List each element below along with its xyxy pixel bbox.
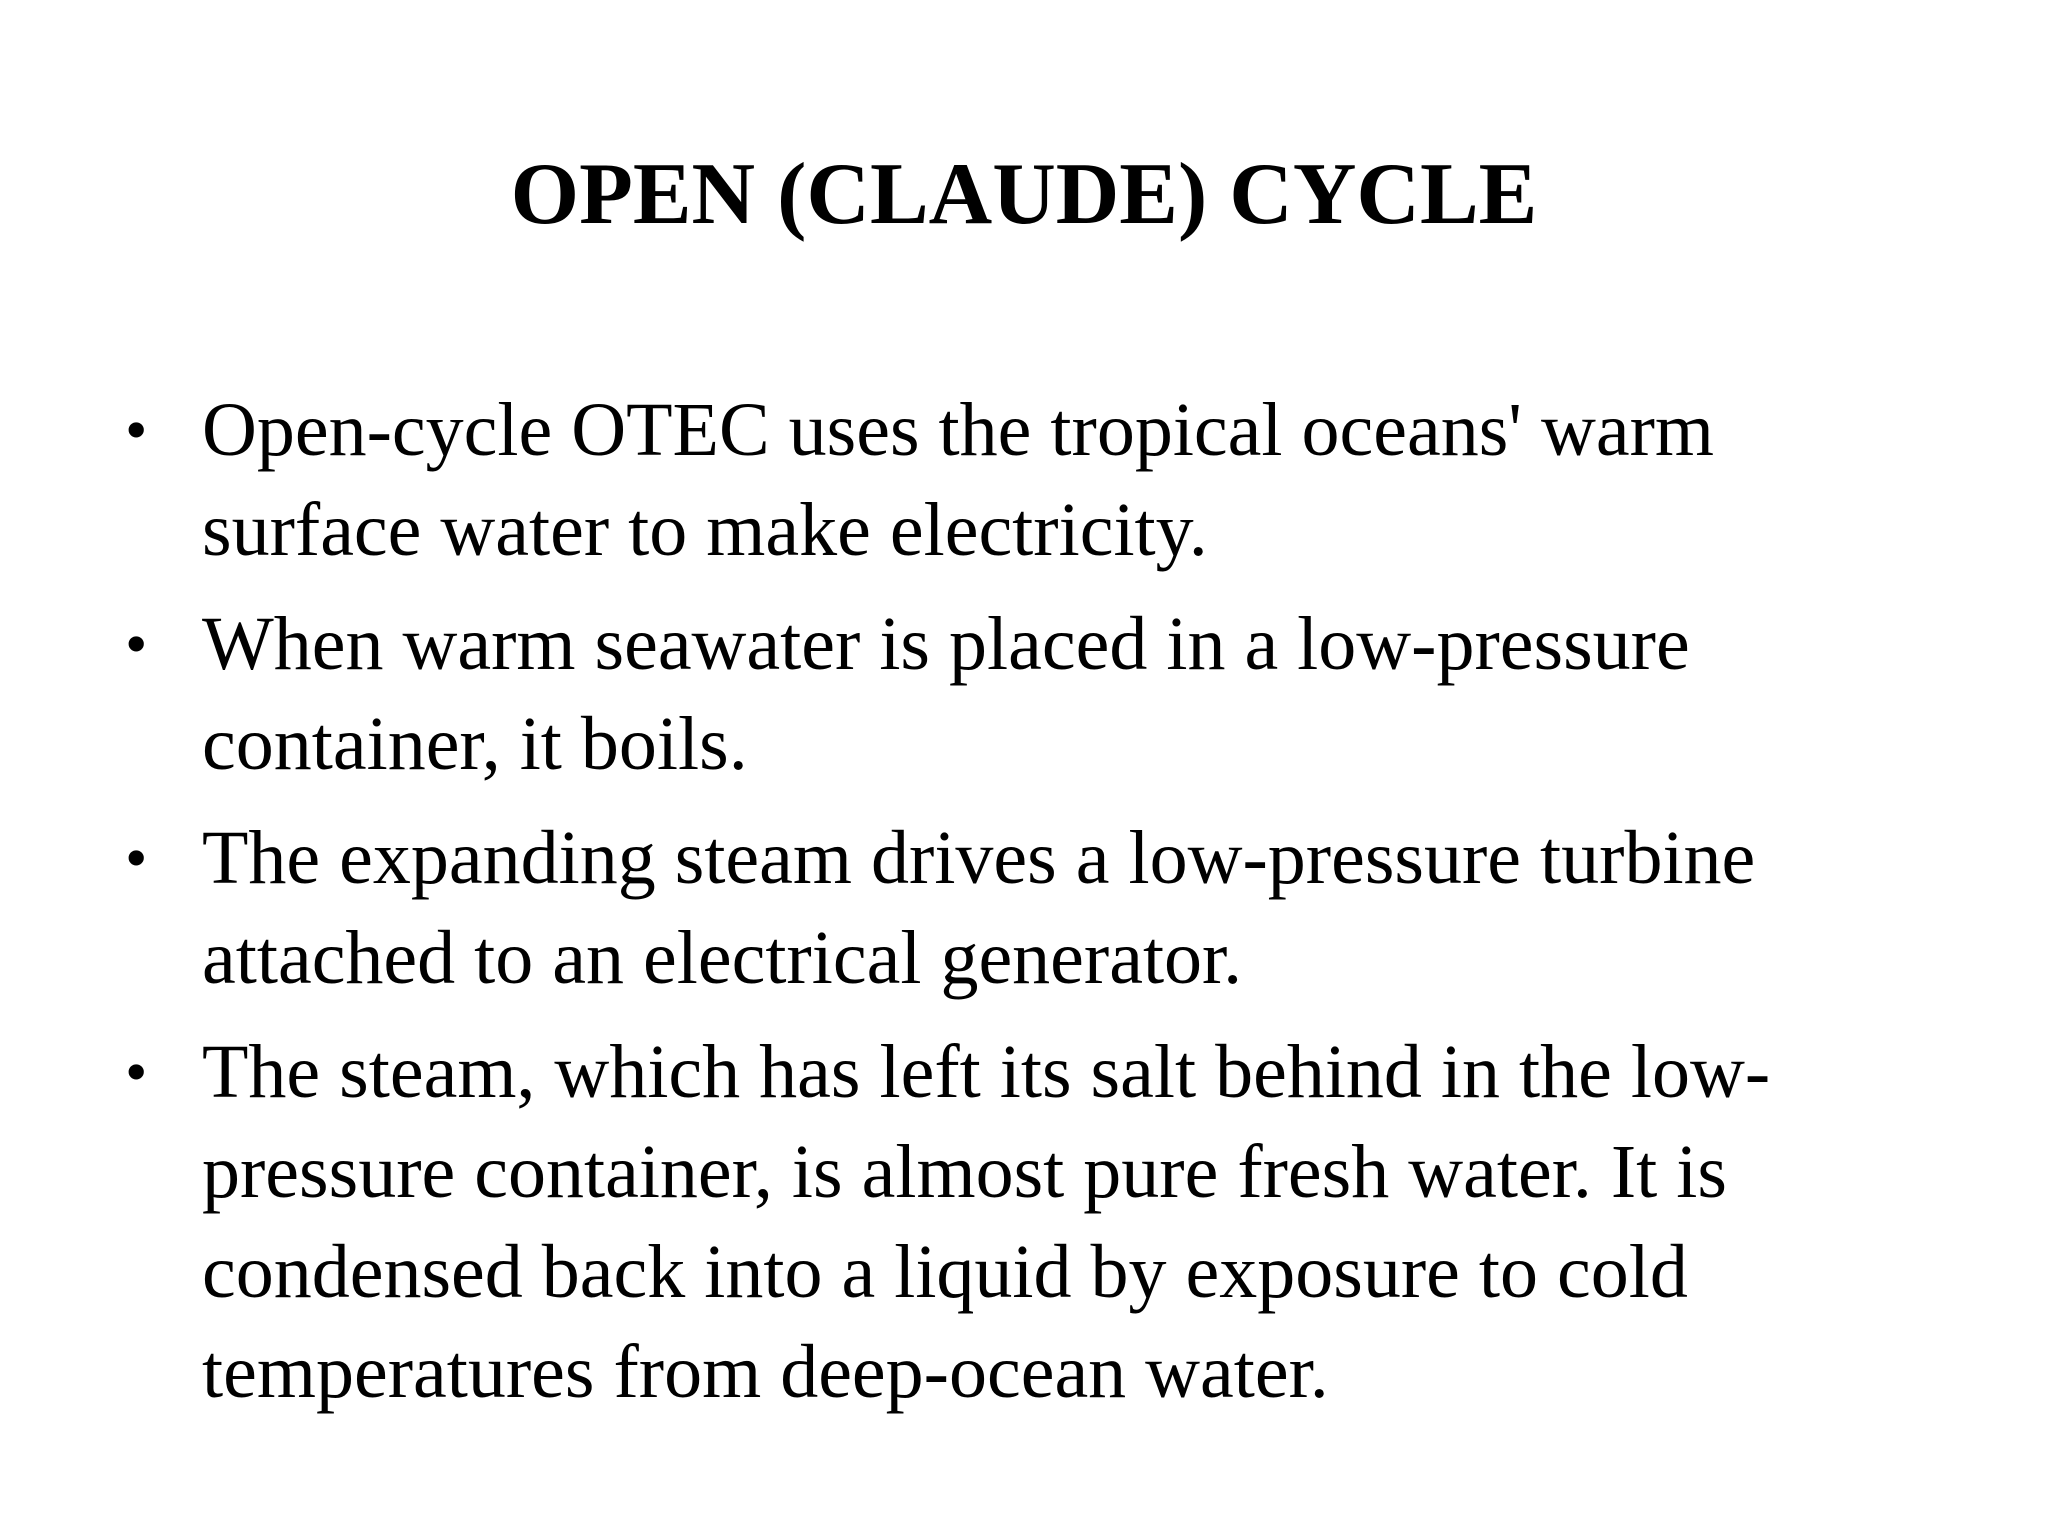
bullet-text — [202, 380, 1928, 580]
bullet-item — [0, 1022, 2048, 1422]
bullet-text — [202, 1022, 1928, 1422]
bullet-line: surface water to make electricity. — [202, 488, 1208, 572]
bullet-icon: • — [125, 394, 148, 465]
bullet-item — [0, 594, 2048, 794]
bullet-text — [202, 808, 1928, 1008]
bullet-line: attached to an electrical generator. — [202, 916, 1243, 1000]
slide-title: OPEN (CLAUDE) CYCLE — [510, 146, 1538, 243]
bullet-line: Open-cycle OTEC uses the tropical oceans' warm — [202, 388, 1715, 472]
bullet-line: The steam, which has left its salt behind in the low- — [202, 1030, 1771, 1114]
bullet-item — [0, 380, 2048, 580]
bullet-line: container, it boils. — [202, 702, 748, 786]
bullet-icon: • — [125, 822, 148, 893]
bullet-line: The expanding steam drives a low-pressure turbine — [202, 816, 1756, 900]
bullet-line: temperatures from deep-ocean water. — [202, 1330, 1329, 1414]
bullet-icon: • — [125, 1036, 148, 1107]
bullet-list — [0, 380, 2048, 1436]
bullet-text — [202, 594, 1928, 794]
bullet-icon: • — [125, 608, 148, 679]
bullet-item — [0, 808, 2048, 1008]
bullet-line: condensed back into a liquid by exposure to cold — [202, 1230, 1688, 1314]
bullet-line: pressure container, is almost pure fresh water. It is — [202, 1130, 1727, 1214]
bullet-line: When warm seawater is placed in a low-pressure — [202, 602, 1690, 686]
